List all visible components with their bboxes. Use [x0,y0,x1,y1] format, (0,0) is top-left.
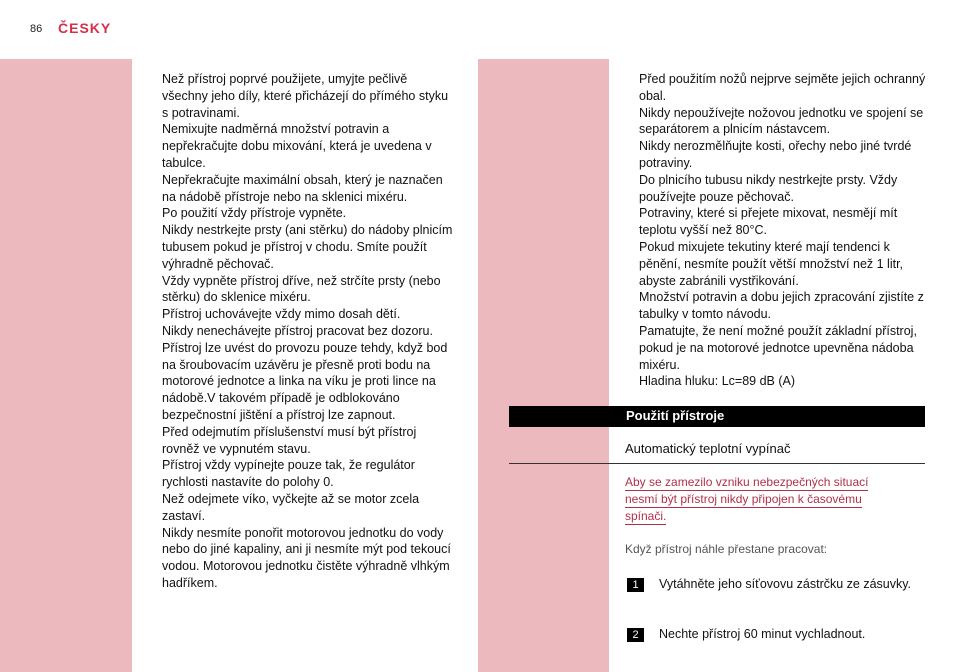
paragraph: Nikdy nepoužívejte nožovou jednotku ve spojení se separátorem a plnicím nástavcem. [639,105,924,137]
paragraph: Než odejmete víko, vyčkejte až se motor zcela zastaví. [162,491,420,523]
paragraph: Nikdy nestrkejte prsty (ani stěrku) do nádoby plnicím tubusem pokud je přístroj v chodu. Smíte použít výhradně pěchovač. [162,223,453,271]
paragraph: Potraviny, které si přejete mixovat, nesmějí mít teplotu vyšší než 80°C. [639,206,898,238]
step-item [627,626,927,643]
divider [509,463,925,464]
step-text: Vytáhněte jeho síťovovu zástrčku ze zásuvky. [659,577,912,591]
note-text: Když přístroj náhle přestane pracovat: [625,542,828,556]
warning-text [625,474,915,525]
step-text: Nechte přístroj 60 minut vychladnout. [659,627,866,641]
middle-margin-band [478,59,609,672]
paragraph: Nikdy nenechávejte přístroj pracovat bez dozoru. [162,323,433,338]
paragraph: Hladina hluku: Lc=89 dB (A) [639,374,795,389]
paragraph: Vždy vypněte přístroj dříve, než strčíte prsty (nebo stěrku) do sklenice mixéru. [162,273,441,305]
paragraph: Po použití vždy přístroje vypněte. [162,206,347,221]
language-heading: ČESKY [58,20,112,36]
paragraph: Před použitím nožů nejprve sejměte jejich ochranný obal. [639,72,926,103]
paragraph: Do plnicího tubusu nikdy nestrkejte prsty. Vždy používejte pouze pěchovač. [639,172,898,204]
left-text-column [162,71,454,592]
left-margin-band [0,59,132,672]
paragraph: Přístroj vždy vypínejte pouze tak, že regulátor rychlosti nastavíte do polohy 0. [162,458,415,490]
warning-line: nesmí být přístroj nikdy připojen k časovému [625,492,862,506]
right-text-column [639,71,929,390]
paragraph: Nemixujte nadměrná množství potravin a nepřekračujte dobu mixování, která je uvedena v tabulce. [162,122,432,170]
paragraph: Před odejmutím příslušenství musí být přístroj rovněž ve vypnutém stavu. [162,424,417,456]
paragraph: Množství potravin a dobu jejich zpracování zjistíte z tabulky v tomto návodu. [639,290,924,322]
paragraph: Nepřekračujte maximální obsah, který je naznačen na nádobě přístroje nebo na sklenici mixéru. [162,172,443,204]
paragraph: Přístroj uchovávejte vždy mimo dosah dětí. [162,307,401,322]
paragraph: Nikdy nerozmělňujte kosti, ořechy nebo jiné tvrdé potraviny. [639,139,912,170]
paragraph: Než přístroj poprvé použijete, umyjte pečlivě všechny jeho díly, které přicházejí do přímého styku s potravinami. [162,72,449,120]
warning-line: spínači. [625,509,667,523]
section-subheading: Automatický teplotní vypínač [625,441,791,456]
section-title: Použití přístroje [509,406,925,427]
page-number: 86 [30,23,43,35]
step-number-badge: 1 [627,578,644,592]
paragraph: Pokud mixujete tekutiny které mají tendenci k pěnění, nesmíte použít větší množství než 1 litr, abyste zabránili vystřikování. [639,239,904,288]
warning-line: Aby se zamezilo vzniku nebezpečných situací [625,475,869,489]
step-number-badge: 2 [627,628,644,642]
step-item [627,576,927,593]
paragraph: Pamatujte, že není možné použít základní přístroj, pokud je na motorové jednotce upevněna nádoba mixéru. [639,323,917,372]
paragraph: Přístroj lze uvést do provozu pouze tehdy, když bod na šroubovacím uzávěru je přesně proti bodu na motorové jednotce a linka na víku je proti lince na nádobě.V takovém případě je odblokováno bezpečnostní jištění a přístroj lze zapnout. [162,340,448,422]
paragraph: Nikdy nesmíte ponořit motorovou jednotku do vody nebo do jiné kapaliny, ani ji nesmíte mýt pod tekoucí vodou. Motorovou jednotku čistěte výhradně vlhkým hadříkem. [162,525,451,590]
